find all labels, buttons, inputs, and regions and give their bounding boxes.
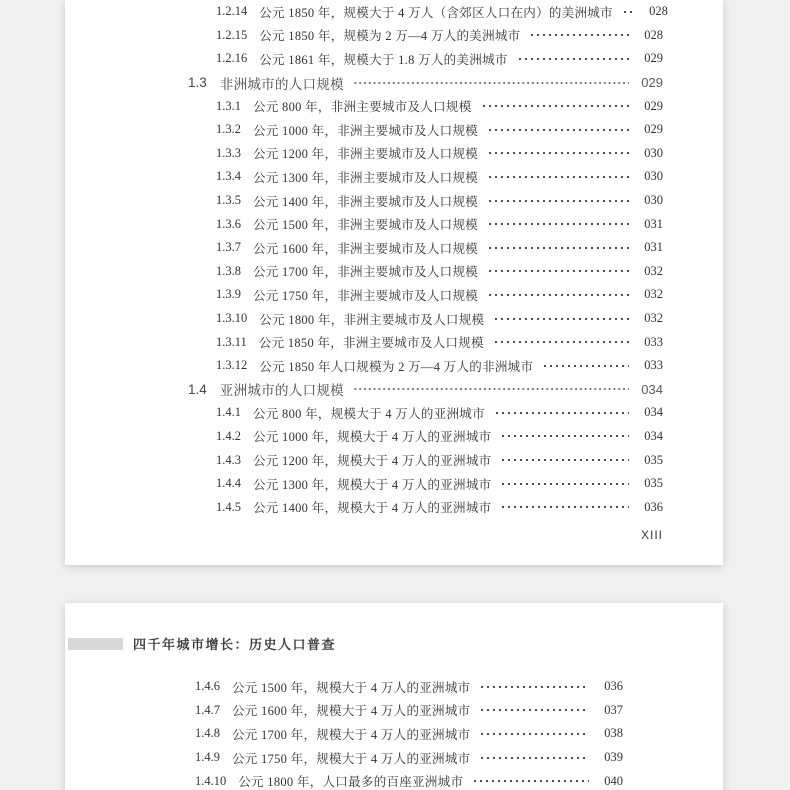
toc-entry xyxy=(65,769,723,790)
toc-page-1 xyxy=(65,0,723,565)
toc-entry-title: 公元 1600 年，规模大于 4 万人的亚洲城市 xyxy=(232,704,471,719)
toc-entry xyxy=(65,448,723,472)
toc-entry-page: 036 xyxy=(644,499,663,514)
toc-entry-number: 1.3.5 xyxy=(216,193,241,208)
toc-entry-title: 公元 1700 年，规模大于 4 万人的亚洲城市 xyxy=(232,727,471,742)
dot-leader xyxy=(500,425,629,449)
toc-entry-title: 公元 1500 年，非洲主要城市及人口规模 xyxy=(253,218,479,233)
toc-entry-page: 035 xyxy=(644,476,663,491)
toc-entry xyxy=(65,94,723,118)
dot-leader xyxy=(517,47,629,71)
toc-entry-title: 公元 1800 年，非洲主要城市及人口规模 xyxy=(259,312,485,327)
dot-leader xyxy=(487,189,629,213)
toc-entry-number: 1.4.8 xyxy=(195,726,220,741)
dot-leader xyxy=(479,722,589,746)
toc-entry-title: 公元 1000 年，规模大于 4 万人的亚洲城市 xyxy=(253,430,492,445)
toc-entry-number: 1.3.7 xyxy=(216,240,241,255)
toc-entry-title: 公元 1400 年，规模大于 4 万人的亚洲城市 xyxy=(253,501,492,516)
toc-entry-page: 029 xyxy=(641,75,663,91)
toc-entry-page: 031 xyxy=(644,216,663,231)
toc-list-page-2 xyxy=(65,675,723,790)
toc-entry-page: 029 xyxy=(644,98,663,113)
dot-leader xyxy=(622,0,634,24)
dot-leader xyxy=(487,118,629,142)
toc-entry-page: 035 xyxy=(644,452,663,467)
dot-leader xyxy=(353,71,629,95)
toc-entry-title: 公元 1200 年，非洲主要城市及人口规模 xyxy=(253,147,479,162)
toc-section-entry xyxy=(65,71,723,95)
toc-entry xyxy=(65,142,723,166)
toc-page-2 xyxy=(65,603,723,790)
toc-entry-number: 1.3 xyxy=(188,75,207,91)
dot-leader xyxy=(493,307,629,331)
toc-entry-page: 032 xyxy=(644,263,663,278)
toc-entry xyxy=(65,675,723,699)
toc-entry-title: 公元 1750 年，规模大于 4 万人的亚洲城市 xyxy=(232,751,471,766)
toc-entry-number: 1.3.9 xyxy=(216,287,241,302)
toc-entry xyxy=(65,746,723,770)
toc-entry-number: 1.4.10 xyxy=(195,773,227,788)
toc-entry-number: 1.4.3 xyxy=(216,452,241,467)
toc-entry-number: 1.3.4 xyxy=(216,169,241,184)
toc-entry-number: 1.3.10 xyxy=(216,311,248,326)
toc-entry-number: 1.3.8 xyxy=(216,263,241,278)
dot-leader xyxy=(481,94,629,118)
toc-entry-page: 036 xyxy=(604,679,623,694)
toc-entry xyxy=(65,47,723,71)
toc-entry-page: 030 xyxy=(644,169,663,184)
dot-leader xyxy=(500,472,629,496)
toc-entry-title: 公元 1850 年，非洲主要城市及人口规模 xyxy=(258,336,484,351)
toc-entry-page: 037 xyxy=(604,702,623,717)
toc-entry-page: 030 xyxy=(644,193,663,208)
toc-entry-title: 公元 1600 年，非洲主要城市及人口规模 xyxy=(253,241,479,256)
toc-entry xyxy=(65,118,723,142)
toc-entry-number: 1.2.14 xyxy=(216,4,248,19)
dot-leader xyxy=(479,675,589,699)
toc-entry-title: 亚洲城市的人口规模 xyxy=(219,383,344,399)
toc-entry-page: 034 xyxy=(644,405,663,420)
toc-entry xyxy=(65,472,723,496)
toc-entry-page: 039 xyxy=(604,750,623,765)
dot-leader xyxy=(500,495,629,519)
toc-entry-number: 1.4.2 xyxy=(216,428,241,443)
toc-entry-title: 公元 800 年，规模大于 4 万人的亚洲城市 xyxy=(253,406,485,421)
toc-entry-page: 028 xyxy=(644,27,663,42)
header-decoration-bar xyxy=(68,638,123,650)
toc-entry-page: 034 xyxy=(641,381,663,397)
toc-entry xyxy=(65,189,723,213)
toc-entry-page: 030 xyxy=(644,145,663,160)
toc-entry xyxy=(65,260,723,284)
toc-entry-number: 1.2.16 xyxy=(216,51,248,66)
dot-leader xyxy=(472,769,589,790)
toc-entry-title: 公元 1850 年人口规模为 2 万—4 万人的非洲城市 xyxy=(259,359,534,374)
toc-entry-number: 1.4.4 xyxy=(216,476,241,491)
toc-entry-number: 1.4 xyxy=(188,381,207,397)
toc-entry-title: 公元 1300 年，非洲主要城市及人口规模 xyxy=(253,170,479,185)
toc-entry xyxy=(65,722,723,746)
dot-leader xyxy=(494,401,629,425)
toc-entry xyxy=(65,0,723,24)
toc-entry-page: 029 xyxy=(644,122,663,137)
toc-entry-title: 公元 1750 年，非洲主要城市及人口规模 xyxy=(253,288,479,303)
folio-page-number: XIII xyxy=(640,528,663,542)
toc-entry-number: 1.3.3 xyxy=(216,145,241,160)
toc-entry-page: 028 xyxy=(649,4,668,19)
dot-leader xyxy=(487,142,629,166)
toc-entry xyxy=(65,354,723,378)
toc-entry-title: 公元 1850 年，规模大于 4 万人（含郊区人口在内）的美洲城市 xyxy=(259,5,613,20)
toc-entry-number: 1.3.11 xyxy=(216,334,247,349)
toc-entry-title: 公元 1400 年，非洲主要城市及人口规模 xyxy=(253,194,479,209)
running-header xyxy=(68,636,336,651)
toc-entry-page: 040 xyxy=(604,773,623,788)
toc-entry-title: 公元 1200 年，规模大于 4 万人的亚洲城市 xyxy=(253,454,492,469)
toc-entry-title: 公元 1000 年，非洲主要城市及人口规模 xyxy=(253,123,479,138)
toc-entry xyxy=(65,283,723,307)
toc-entry-number: 1.4.7 xyxy=(195,702,220,717)
dot-leader xyxy=(487,260,629,284)
toc-entry-number: 1.4.1 xyxy=(216,405,241,420)
dot-leader xyxy=(479,699,589,723)
dot-leader xyxy=(479,746,589,770)
toc-entry-page: 029 xyxy=(644,51,663,66)
toc-entry xyxy=(65,495,723,519)
toc-entry-title: 公元 1800 年，人口最多的百座亚洲城市 xyxy=(238,775,464,790)
toc-entry-title: 公元 1500 年，规模大于 4 万人的亚洲城市 xyxy=(232,680,471,695)
toc-entry xyxy=(65,212,723,236)
dot-leader xyxy=(487,165,629,189)
toc-entry-number: 1.4.5 xyxy=(216,499,241,514)
toc-entry-number: 1.2.15 xyxy=(216,27,248,42)
toc-entry xyxy=(65,330,723,354)
toc-entry-page: 032 xyxy=(644,287,663,302)
toc-entry-title: 公元 800 年，非洲主要城市及人口规模 xyxy=(253,100,472,115)
toc-entry-page: 033 xyxy=(644,334,663,349)
toc-entry-number: 1.3.2 xyxy=(216,122,241,137)
toc-entry-page: 033 xyxy=(644,358,663,373)
toc-entry-title: 非洲城市的人口规模 xyxy=(219,76,344,92)
toc-entry-title: 公元 1300 年，规模大于 4 万人的亚洲城市 xyxy=(253,477,492,492)
toc-entry-page: 031 xyxy=(644,240,663,255)
toc-entry xyxy=(65,401,723,425)
dot-leader xyxy=(500,448,629,472)
dot-leader xyxy=(487,236,629,260)
toc-entry xyxy=(65,425,723,449)
toc-entry xyxy=(65,699,723,723)
toc-entry-number: 1.4.6 xyxy=(195,679,220,694)
toc-entry-title: 公元 1850 年，规模为 2 万—4 万人的美洲城市 xyxy=(259,29,521,44)
book-title: 四千年城市增长：历史人口普查 xyxy=(133,637,337,652)
dot-leader xyxy=(542,354,629,378)
toc-section-entry xyxy=(65,378,723,402)
dot-leader xyxy=(487,212,629,236)
toc-entry-page: 032 xyxy=(644,311,663,326)
dot-leader xyxy=(353,378,629,402)
toc-entry-number: 1.3.1 xyxy=(216,98,241,113)
toc-entry-page: 034 xyxy=(644,428,663,443)
dot-leader xyxy=(529,24,629,48)
toc-entry xyxy=(65,236,723,260)
toc-entry-number: 1.4.9 xyxy=(195,750,220,765)
toc-entry-number: 1.3.12 xyxy=(216,358,248,373)
toc-entry-number: 1.3.6 xyxy=(216,216,241,231)
dot-leader xyxy=(487,283,629,307)
toc-entry xyxy=(65,165,723,189)
toc-list-page-1 xyxy=(65,0,723,519)
toc-entry-page: 038 xyxy=(604,726,623,741)
dot-leader xyxy=(493,330,629,354)
toc-entry xyxy=(65,307,723,331)
toc-entry-title: 公元 1861 年，规模大于 1.8 万人的美洲城市 xyxy=(259,52,508,67)
toc-entry-title: 公元 1700 年，非洲主要城市及人口规模 xyxy=(253,265,479,280)
toc-entry xyxy=(65,24,723,48)
